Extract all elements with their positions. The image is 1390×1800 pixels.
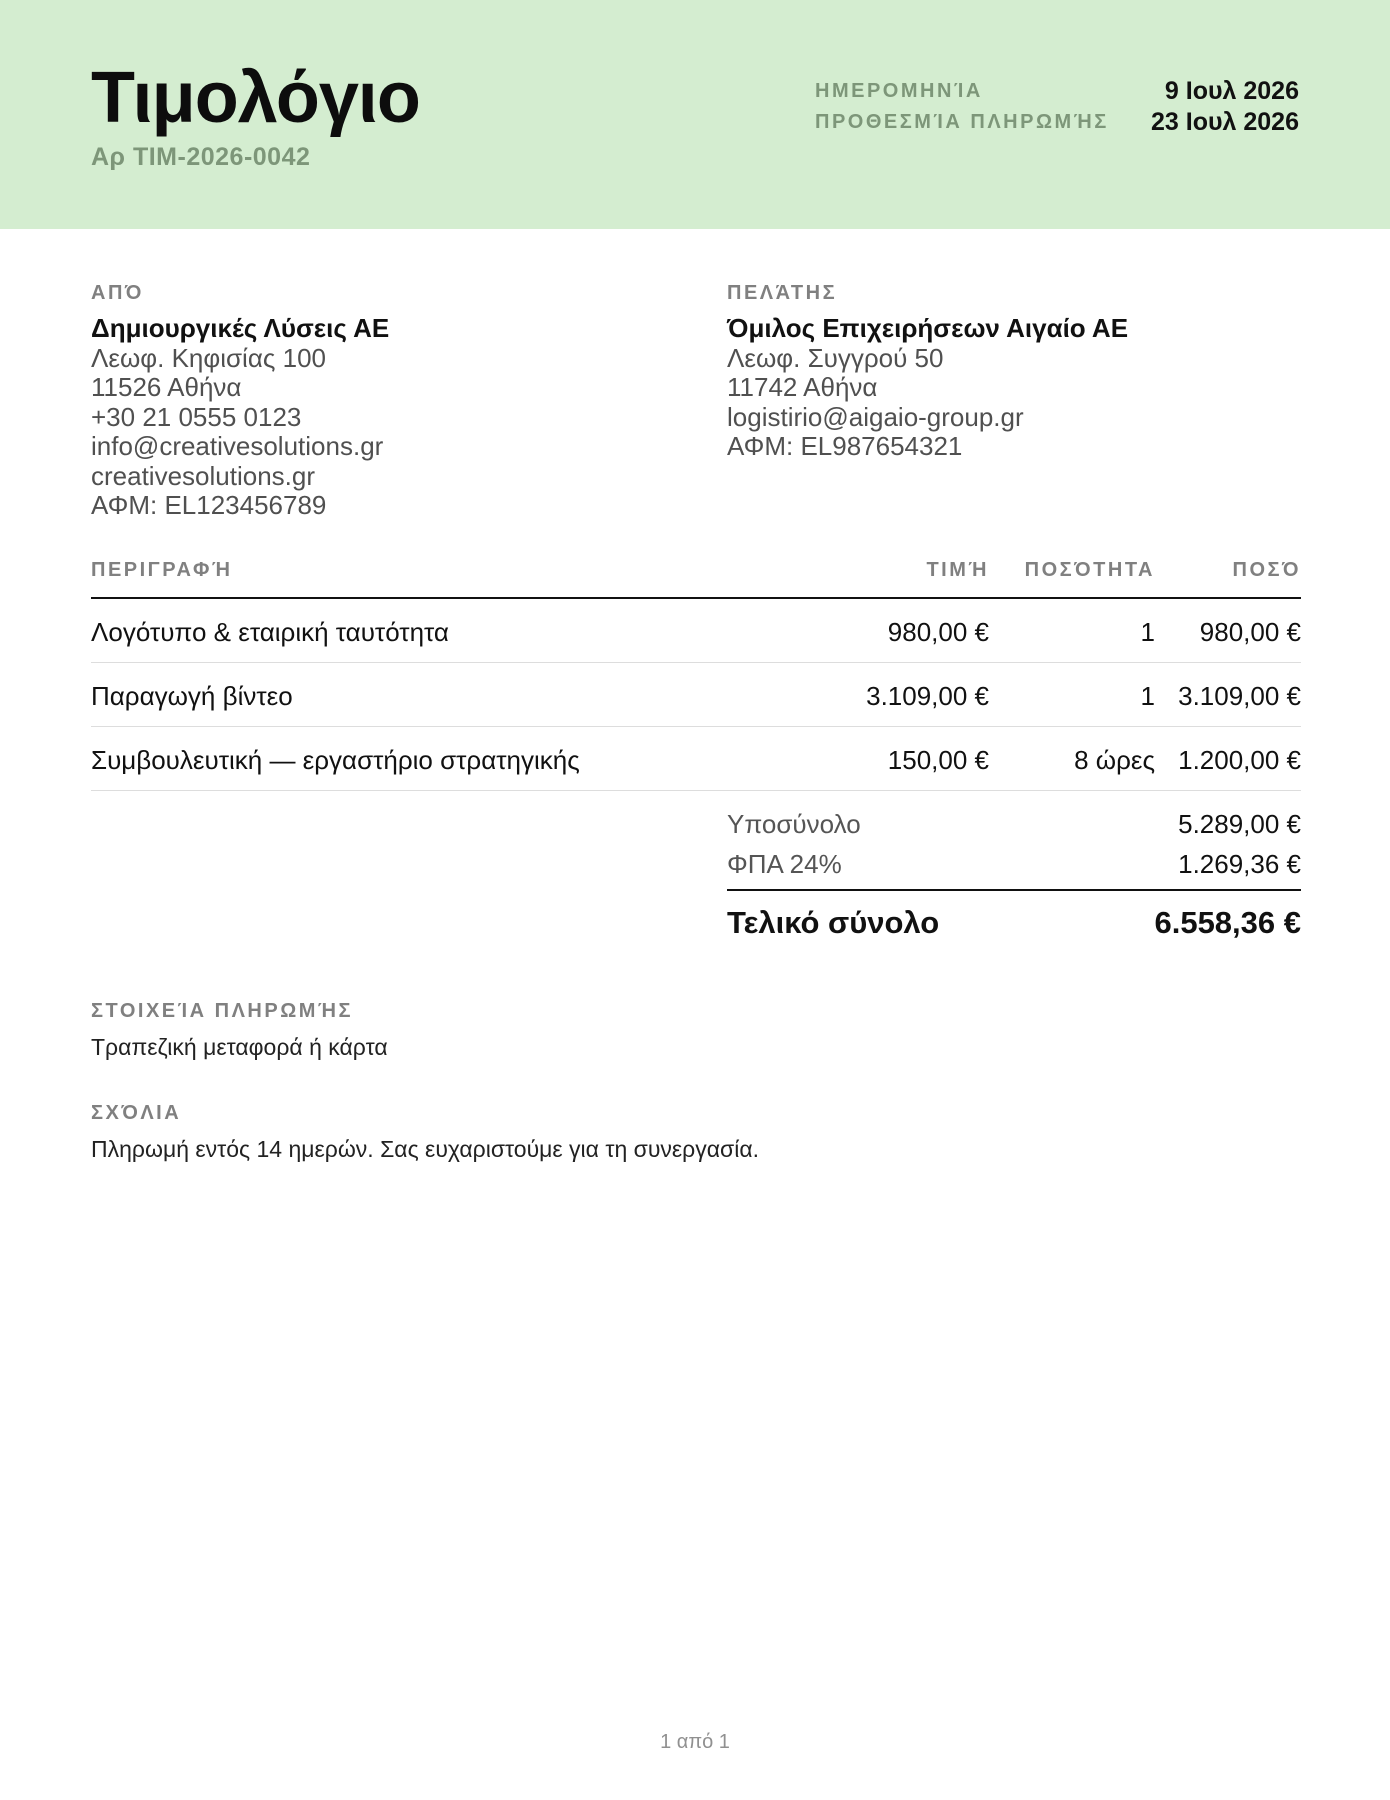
- due-date-value: 23 Ιουλ 2026: [1151, 108, 1299, 136]
- client-address-line: Λεωφ. Συγγρού 50: [727, 342, 944, 373]
- date-label: ΗΜΕΡΟΜΗΝΊΑ: [815, 80, 983, 102]
- row-quantity: 8 ώρες: [1074, 745, 1155, 775]
- payment-label: ΣΤΟΙΧΕΊΑ ΠΛΗΡΩΜΉΣ: [91, 1000, 354, 1022]
- from-city-line: 11526 Αθήνα: [91, 372, 242, 402]
- from-block: [91, 314, 389, 521]
- notes-text: Πληρωμή εντός 14 ημερών. Σας ευχαριστούμε για τη συνεργασία.: [91, 1136, 760, 1162]
- grand-total-label: Τελικό σύνολο: [727, 905, 940, 940]
- table-header: [91, 555, 1301, 599]
- from-label: ΑΠΌ: [91, 282, 144, 304]
- vat-value: 1.269,36 €: [1178, 849, 1301, 879]
- row-price: 3.109,00 €: [866, 681, 989, 711]
- vat-label: ΦΠΑ 24%: [727, 849, 842, 879]
- row-amount: 1.200,00 €: [1178, 745, 1301, 775]
- client-vat-id: ΑΦΜ: EL987654321: [727, 431, 963, 461]
- header-description: ΠΕΡΙΓΡΑΦΉ: [91, 559, 233, 581]
- client-city-line: 11742 Αθήνα: [727, 372, 878, 402]
- invoice-number: Αρ ΤΙΜ-2026-0042: [91, 143, 311, 171]
- row-description: Συμβουλευτική — εργαστήριο στρατηγικής: [91, 745, 580, 775]
- due-date-label: ΠΡΟΘΕΣΜΊΑ ΠΛΗΡΩΜΉΣ: [815, 111, 1109, 133]
- totals-block: [727, 805, 1301, 949]
- grand-total-value: 6.558,36 €: [1154, 905, 1301, 940]
- table-row: [91, 727, 1301, 791]
- from-vat-id: ΑΦΜ: EL123456789: [91, 490, 327, 520]
- subtotal-row: [727, 805, 1301, 845]
- header-quantity: ΠΟΣΌΤΗΤΑ: [1024, 559, 1155, 581]
- client-label: ΠΕΛΆΤΗΣ: [727, 282, 838, 304]
- invoice-header: [0, 0, 1390, 229]
- grand-total-row: [727, 889, 1301, 949]
- client-block: [727, 314, 1128, 462]
- table-row: [91, 599, 1301, 663]
- row-quantity: 1: [1140, 681, 1155, 711]
- table-row: [91, 663, 1301, 727]
- row-price: 980,00 €: [887, 617, 989, 647]
- row-amount: 980,00 €: [1199, 617, 1301, 647]
- invoice-title: Τιμολόγιο: [91, 58, 420, 138]
- from-email: info@creativesolutions.gr: [91, 431, 384, 461]
- from-address-line: Λεωφ. Κηφισίας 100: [91, 342, 326, 373]
- client-name: Όμιλος Επιχειρήσεων Αιγαίο ΑΕ: [727, 313, 1129, 343]
- line-items-table: [91, 555, 1301, 791]
- header-price: ΤΙΜΉ: [926, 559, 989, 581]
- row-description: Παραγωγή βίντεο: [91, 681, 293, 711]
- subtotal-value: 5.289,00 €: [1178, 809, 1301, 839]
- subtotal-label: Υποσύνολο: [727, 809, 861, 839]
- payment-text: Τραπεζική μεταφορά ή κάρτα: [91, 1034, 388, 1060]
- row-price: 150,00 €: [887, 745, 989, 775]
- from-phone: +30 21 0555 0123: [91, 401, 302, 432]
- notes-label: ΣΧΌΛΙΑ: [91, 1102, 182, 1124]
- date-value: 9 Ιουλ 2026: [1164, 77, 1299, 105]
- header-amount: ΠΟΣΌ: [1232, 559, 1301, 581]
- client-email: logistirio@aigaio-group.gr: [727, 401, 1024, 432]
- from-name: Δημιουργικές Λύσεις ΑΕ: [91, 313, 390, 343]
- from-website: creativesolutions.gr: [91, 460, 315, 491]
- row-quantity: 1: [1140, 617, 1155, 647]
- row-description: Λογότυπο & εταιρική ταυτότητα: [91, 617, 449, 647]
- row-amount: 3.109,00 €: [1178, 681, 1301, 711]
- vat-row: [727, 845, 1301, 885]
- page-number: 1 από 1: [660, 1731, 730, 1753]
